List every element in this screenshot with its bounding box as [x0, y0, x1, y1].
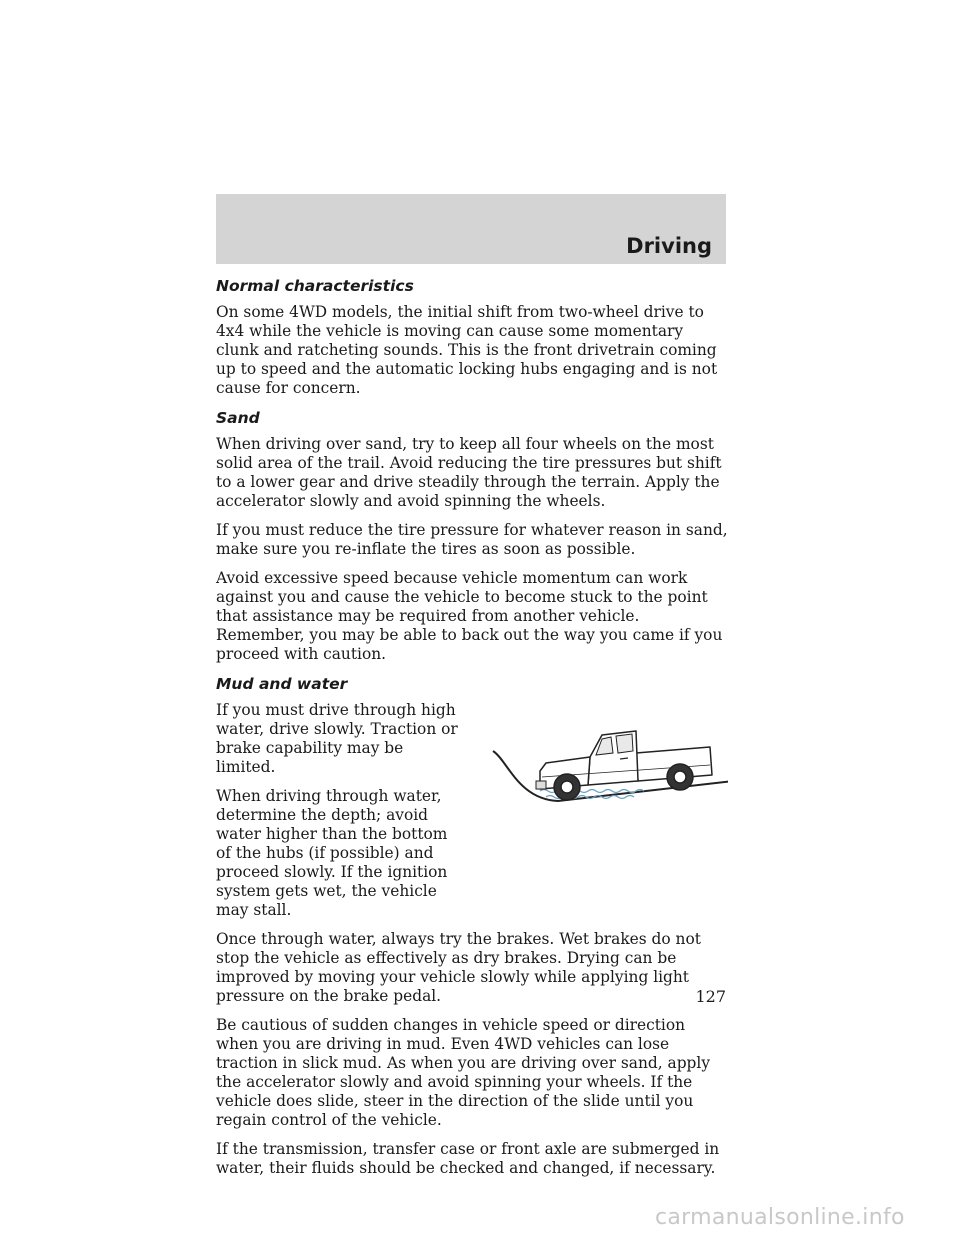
- paragraph: If you must drive through high water, drive slowly. Traction or brake capability may be limited.: [216, 701, 458, 776]
- truck-illustration: [478, 721, 728, 811]
- paragraph: Be cautious of sudden changes in vehicle speed or direction when you are driving in mud. Even 4WD vehicles can lose traction in slick mud. As when you are driving over sand, apply the accelerator slowly and avoid spinning your wheels. If the vehicle does slide, steer in the direction of the slide until you regain control of the vehicle.: [216, 1016, 711, 1129]
- wrapped-text: [216, 701, 466, 930]
- heading-sand: Sand: [216, 409, 260, 427]
- paragraph: Avoid excessive speed because vehicle momentum can work against you and cause the vehicle to become stuck to the point that assistance may be required from another vehicle. Remember, you may be able to back out the way you came if you proceed with caution.: [216, 569, 723, 663]
- paragraph: If the transmission, transfer case or front axle are submerged in water, their fluids should be checked and changed, if necessary.: [216, 1140, 720, 1177]
- text-with-illustration: [216, 701, 728, 930]
- page-content: [216, 276, 728, 1188]
- heading-normal-characteristics: Normal characteristics: [216, 277, 414, 295]
- header-band: [216, 194, 726, 264]
- section-title: Driving: [626, 234, 712, 258]
- paragraph: On some 4WD models, the initial shift from two-wheel drive to 4x4 while the vehicle is moving can cause some momentary clunk and ratcheting sounds. This is the front drivetrain coming up to speed and the automatic locking hubs engaging and is not cause for concern.: [216, 303, 718, 397]
- paragraph: When driving over sand, try to keep all four wheels on the most solid area of the trail. Avoid reducing the tire pressures but shift to a lower gear and drive steadily through the terrain. Apply the accelerator slowly and avoid spinning the wheels.: [216, 435, 722, 510]
- paragraph: If you must reduce the tire pressure for whatever reason in sand, make sure you re-inflate the tires as soon as possible.: [216, 521, 728, 558]
- watermark: carmanualsonline.info: [655, 1205, 905, 1230]
- page-number: 127: [695, 987, 726, 1006]
- heading-mud-and-water: Mud and water: [216, 675, 348, 693]
- paragraph: When driving through water, determine the depth; avoid water higher than the bottom of the hubs (if possible) and proceed slowly. If the ignition system gets wet, the vehicle may stall.: [216, 787, 448, 919]
- truck-in-water-icon: [466, 701, 728, 816]
- paragraph: Once through water, always try the brakes. Wet brakes do not stop the vehicle as effectively as dry brakes. Drying can be improved by moving your vehicle slowly while applying light pressure on the brake pedal.: [216, 930, 701, 1005]
